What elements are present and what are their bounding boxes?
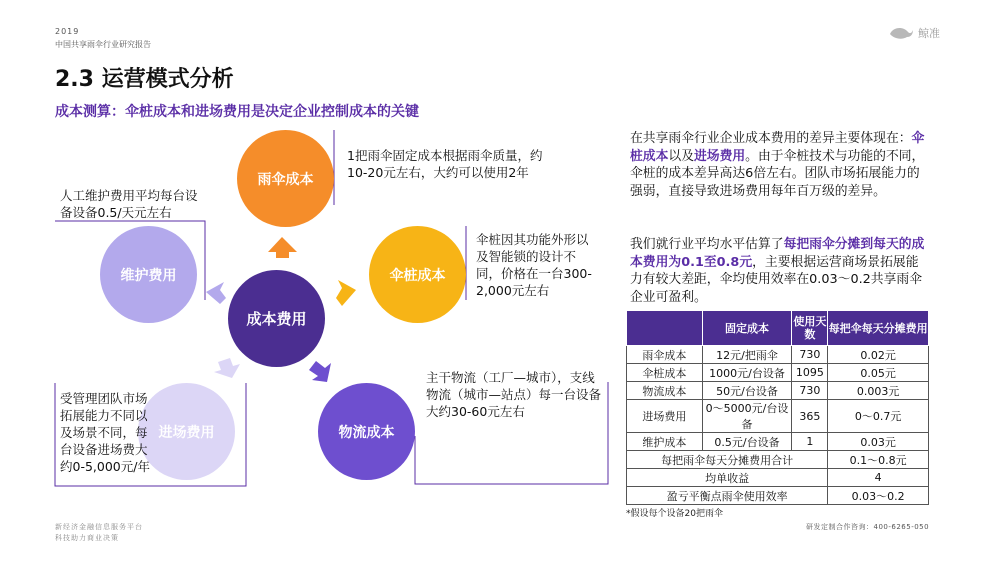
header-year: 2019 [55,27,80,36]
table-cell: 1000元/台设备 [702,364,792,382]
p2-text-b: ，主要根据运营商场景拓展能力有较大差距，伞均使用效率在0.03～0.2共享雨伞企业可盈利。 [630,254,922,305]
table-cell: 盈亏平衡点雨伞使用效率 [627,487,828,505]
maintenance-fee-desc: 人工维护费用平均每台设备设备0.5/天元左右 [60,188,198,220]
table-cell: 每把雨伞每天分摊费用合计 [627,451,828,469]
cost-table [626,310,929,505]
table-cell: 50元/台设备 [702,382,792,400]
umbrella-cost-desc: 1把雨伞固定成本根据雨伞质量，约10-20元左右，大约可以使用2年 [347,148,543,180]
page-subtitle: 成本测算：伞桩成本和进场费用是决定企业控制成本的关键 [55,104,419,120]
header-report-title: 中国共享雨伞行业研究报告 [55,40,151,49]
brand-logo [888,24,940,42]
table-cell: 伞桩成本 [627,364,703,382]
logistics-cost-node: 物流成本 [318,383,415,480]
table-cell: 物流成本 [627,382,703,400]
table-cell: 雨伞成本 [627,346,703,364]
center-cost-node: 成本费用 [228,270,325,367]
table-cell: 进场费用 [627,400,703,433]
table-cell: 365 [792,400,828,433]
table-cell: 730 [792,346,828,364]
table-cell: 0.003元 [828,382,929,400]
table-cell: 0.1～0.8元 [828,451,929,469]
footer-tagline-2: 科技助力商业决策 [55,534,119,542]
pile-cost-node: 伞桩成本 [369,226,466,323]
table-summary-row [627,487,929,505]
table-header: 每把伞每天分摊费用 [828,311,929,346]
p2-highlight: 每把雨伞分摊到每天的成本费用为0.1至0.8元 [630,237,925,270]
table-cell: 730 [792,382,828,400]
arrow-down-left [214,358,240,378]
brand-name: 鲸准 [918,27,940,40]
table-cell: 0～0.7元 [828,400,929,433]
table-footnote: *假设每个设备20把雨伞 [626,509,723,519]
table-cell: 维护成本 [627,433,703,451]
pile-cost-desc: 伞桩因其功能外形以及智能锁的设计不同，价格在一台300-2,000元左右 [476,232,592,298]
table-cell: 1095 [792,364,828,382]
table-cell: 0.5元/台设备 [702,433,792,451]
table-header-row [627,311,929,346]
table-header: 固定成本 [702,311,792,346]
table-row [627,433,929,451]
arrow-right [336,280,356,306]
footer-contact: 研发定制合作咨询：400-6265-050 [806,523,930,531]
table-summary-row [627,469,929,487]
table-header [627,311,703,346]
market-fee-node: 进场费用 [138,383,235,480]
footer-tagline-1: 新经济金融信息服务平台 [55,523,143,531]
p1-text-c: 。由于伞桩技术与功能的不同，伞桩的成本差异高达6倍左右。团队市场拓展能力的强弱，直接导致进场费用每年百万级的差异。 [630,148,925,199]
table-row [627,364,929,382]
page-title: 2.3 运营模式分析 [55,67,234,92]
analysis-paragraph-2 [630,236,930,306]
p1-highlight-pile: 伞桩成本 [630,131,925,164]
arrow-down-right [309,361,331,382]
market-fee-desc: 受管理团队市场拓展能力不同以及场景不同，每台设备进场费大约0-5,000元/年 [60,391,150,474]
logistics-cost-desc: 主干物流（工厂—城市），支线物流（城市—站点）每一台设备大约30-60元左右 [426,370,602,419]
table-cell: 1 [792,433,828,451]
table-header: 使用天数 [792,311,828,346]
p1-text-b: 以及 [668,148,694,164]
table-cell: 0.05元 [828,364,929,382]
table-cell: 0.03元 [828,433,929,451]
p2-text-a: 我们就行业平均水平估算了 [630,237,784,252]
arrow-up [268,237,297,258]
table-cell: 0.02元 [828,346,929,364]
table-cell: 0.03～0.2 [828,487,929,505]
maintenance-fee-node: 维护费用 [100,226,197,323]
table-summary-row [627,451,929,469]
table-row [627,346,929,364]
analysis-paragraph-1 [630,130,930,200]
table-cell: 均单收益 [627,469,828,487]
umbrella-cost-node: 雨伞成本 [237,130,334,227]
table-row [627,400,929,433]
arrow-left [206,282,226,304]
p1-text-a: 在共享雨伞行业企业成本费用的差异主要体现在： [630,131,912,146]
table-row [627,382,929,400]
table-cell: 12元/把雨伞 [702,346,792,364]
p1-highlight-market: 进场费用 [693,148,746,164]
table-cell: 4 [828,469,929,487]
table-cell: 0～5000元/台设备 [702,400,792,433]
whale-icon [888,24,914,42]
